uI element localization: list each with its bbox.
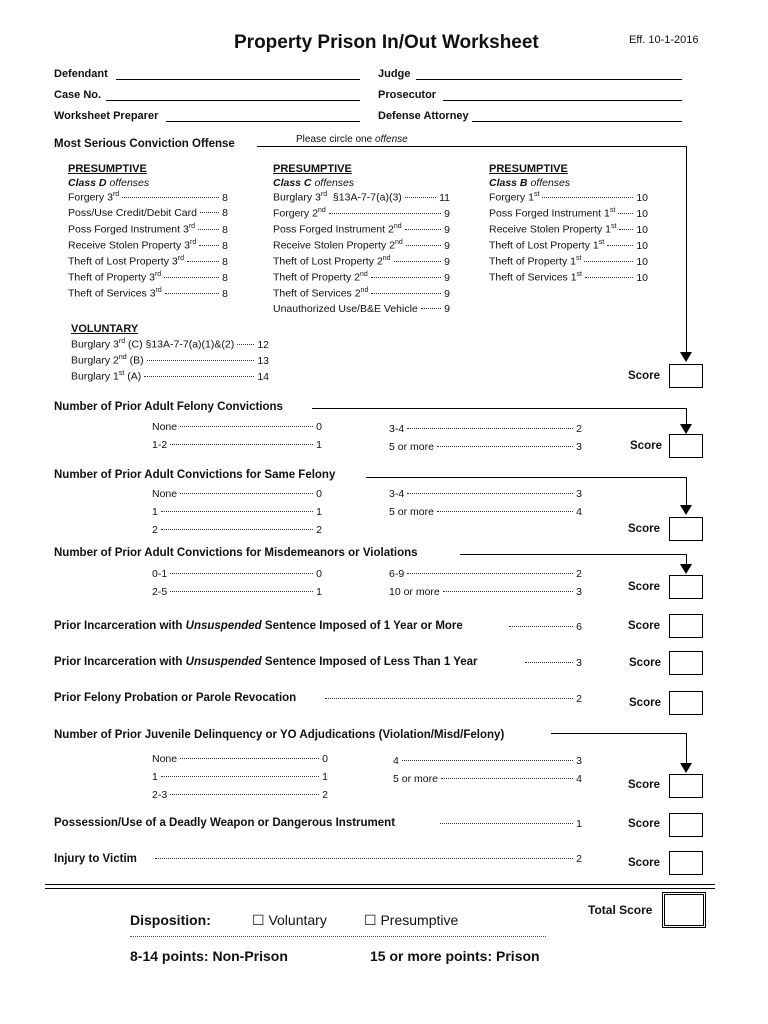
prison-range: 15 or more points: Prison — [370, 948, 540, 964]
class-d-offense-row — [68, 223, 228, 239]
same-felony-option-points: 0 — [316, 488, 322, 500]
juvenile-section-title: Number of Prior Juvenile Delinquency or YO Adjudications (Violation/Misd/Felony) — [54, 729, 505, 741]
same-felony-section-title: Number of Prior Adult Convictions for Same Felony — [54, 469, 336, 481]
felony-section-title: Number of Prior Adult Felony Convictions — [54, 401, 283, 413]
total-score-box[interactable] — [662, 892, 706, 928]
juvenile-option-name: 4 — [393, 755, 399, 767]
class-b-offense-points: 10 — [636, 223, 648, 236]
offense-connector — [257, 146, 686, 147]
juvenile-connector — [551, 733, 686, 734]
felony-connector — [312, 408, 686, 409]
felony-option-name: None — [152, 421, 178, 433]
class-d-column — [68, 163, 228, 303]
incarc-1yr-points: 6 — [576, 621, 582, 633]
class-b-offense-name: Theft of Lost Property 1st — [489, 239, 605, 252]
felony-option-points: 3 — [576, 441, 582, 453]
judge-field[interactable] — [416, 79, 682, 80]
same-felony-option-name: 3-4 — [389, 488, 405, 500]
juvenile-right — [393, 755, 582, 791]
class-c-offense-row — [273, 239, 450, 255]
footer-rule-top — [45, 884, 715, 885]
case-no-field[interactable] — [106, 100, 360, 101]
class-c-offense-points: 9 — [444, 303, 450, 315]
class-d-offense-name: Receive Stolen Property 3rd — [68, 239, 197, 252]
juvenile-option-points: 4 — [576, 773, 582, 785]
class-c-heading: PRESUMPTIVE — [273, 163, 352, 175]
injury-score-label: Score — [628, 857, 660, 869]
class-b-column — [489, 163, 648, 287]
class-c-offense-row — [273, 207, 450, 223]
class-c-offense-name: Theft of Services 2nd — [273, 287, 369, 300]
class-c-offense-row — [273, 271, 450, 287]
class-c-offense-name: Receive Stolen Property 2nd — [273, 239, 403, 252]
voluntary-heading: VOLUNTARY — [71, 323, 139, 335]
juvenile-option-name: None — [152, 753, 178, 765]
presumptive-checkbox[interactable]: ☐ — [364, 912, 377, 928]
probation-score-box[interactable] — [669, 691, 703, 715]
class-d-sub: Class D offenses — [68, 177, 150, 189]
class-c-offense-points: 9 — [444, 239, 450, 252]
juvenile-option-row — [393, 755, 582, 773]
preparer-field[interactable] — [166, 121, 360, 122]
class-b-offense-points: 10 — [636, 207, 648, 220]
same-felony-option-name: 1 — [152, 506, 158, 518]
voluntary-offense-name: Burglary 2nd (B) — [71, 354, 144, 367]
juvenile-score-box[interactable] — [669, 774, 703, 798]
total-score-label: Total Score — [588, 903, 653, 917]
voluntary-option[interactable] — [252, 912, 327, 929]
class-c-offense-name: Forgery 2nd — [273, 207, 326, 220]
felony-option-points: 1 — [316, 439, 322, 451]
same-felony-option-row — [389, 506, 582, 524]
class-c-offense-points: 9 — [444, 271, 450, 284]
class-d-offense-row — [68, 287, 228, 303]
misdemeanor-option-name: 10 or more — [389, 586, 440, 598]
felony-option-points: 0 — [316, 421, 322, 433]
juvenile-option-name: 1 — [152, 771, 158, 783]
incarc-1yr-row — [506, 621, 582, 637]
juvenile-option-name: 5 or more — [393, 773, 438, 785]
felony-score-label: Score — [630, 440, 662, 452]
weapon-points: 1 — [576, 818, 582, 830]
class-d-offense-points: 8 — [222, 271, 228, 284]
class-d-offense-row — [68, 191, 228, 207]
presumptive-option-label: Presumptive — [380, 912, 459, 928]
same-felony-option-name: None — [152, 488, 178, 500]
class-b-offense-name: Receive Stolen Property 1st — [489, 223, 617, 236]
same-felony-option-points: 3 — [576, 488, 582, 500]
juvenile-left — [152, 753, 328, 807]
misdemeanor-score-box[interactable] — [669, 575, 703, 599]
class-b-offense-points: 10 — [636, 239, 648, 252]
class-c-offense-name: Unauthorized Use/B&E Vehicle — [273, 303, 418, 315]
juvenile-arrow-line — [686, 733, 687, 763]
juvenile-option-points: 1 — [322, 771, 328, 783]
defense-attorney-field[interactable] — [472, 121, 682, 122]
misdemeanor-option-row — [389, 586, 582, 604]
class-d-offense-points: 8 — [222, 223, 228, 236]
preparer-label: Worksheet Preparer — [54, 110, 159, 122]
incarc-1yr-score-box[interactable] — [669, 614, 703, 638]
class-c-offense-name: Burglary 3rd §13A-7-7(a)(3) — [273, 191, 402, 204]
weapon-row — [437, 818, 582, 834]
felony-option-row — [389, 423, 582, 441]
prosecutor-field[interactable] — [443, 100, 682, 101]
same-felony-option-row — [152, 488, 322, 506]
class-d-offense-name: Forgery 3rd — [68, 191, 120, 204]
offense-note-em: offense — [374, 134, 408, 145]
same-felony-option-row — [389, 488, 582, 506]
juvenile-option-row — [152, 771, 328, 789]
class-b-offense-row — [489, 255, 648, 271]
class-b-offense-row — [489, 271, 648, 287]
misdemeanor-left — [152, 568, 322, 604]
felony-option-row — [152, 421, 322, 439]
voluntary-offense-name: Burglary 1st (A) — [71, 370, 142, 383]
misdemeanor-score-label: Score — [628, 581, 660, 593]
class-c-offense-name: Theft of Lost Property 2nd — [273, 255, 391, 268]
same-felony-score-box[interactable] — [669, 517, 703, 541]
voluntary-offense-row — [71, 354, 269, 370]
voluntary-column — [71, 323, 269, 386]
class-d-offense-points: 8 — [222, 207, 228, 219]
page-title: Property Prison In/Out Worksheet — [234, 32, 539, 53]
offense-note — [296, 134, 408, 145]
juvenile-option-points: 2 — [322, 789, 328, 801]
misdemeanor-option-name: 6-9 — [389, 568, 405, 580]
class-d-heading: PRESUMPTIVE — [68, 163, 147, 175]
class-d-offense-row — [68, 239, 228, 255]
offense-score-box[interactable] — [669, 364, 703, 388]
offense-note-text: Please circle one — [296, 134, 375, 145]
probation-title: Prior Felony Probation or Parole Revocation — [54, 692, 297, 704]
effective-date: Eff. 10-1-2016 — [629, 34, 699, 46]
class-c-offense-points: 9 — [444, 207, 450, 220]
same-felony-score-label: Score — [628, 523, 660, 535]
class-d-offense-points: 8 — [222, 255, 228, 268]
class-d-offense-name: Theft of Property 3rd — [68, 271, 162, 284]
class-c-offense-points: 9 — [444, 255, 450, 268]
class-b-offense-name: Theft of Services 1st — [489, 271, 582, 284]
presumptive-option[interactable] — [364, 912, 458, 929]
class-c-offense-row — [273, 303, 450, 319]
incarc-lt1-row — [522, 657, 582, 673]
same-felony-arrow-head — [680, 505, 692, 515]
same-felony-arrow-line — [686, 477, 687, 505]
incarc-lt1-score-box[interactable] — [669, 651, 703, 675]
class-b-offense-points: 10 — [636, 255, 648, 268]
class-d-offense-name: Theft of Lost Property 3rd — [68, 255, 184, 268]
juvenile-option-name: 2-3 — [152, 789, 168, 801]
weapon-score-label: Score — [628, 818, 660, 830]
class-b-offense-row — [489, 207, 648, 223]
offense-arrow-line — [686, 146, 687, 352]
juvenile-option-row — [393, 773, 582, 791]
felony-arrow-line — [686, 408, 687, 424]
juvenile-option-row — [152, 789, 328, 807]
class-b-offense-points: 10 — [636, 271, 648, 284]
felony-option-name: 3-4 — [389, 423, 405, 435]
juvenile-score-label: Score — [628, 779, 660, 791]
class-c-column — [273, 163, 450, 319]
defendant-label: Defendant — [54, 68, 108, 80]
prosecutor-label: Prosecutor — [378, 89, 437, 101]
injury-row — [152, 853, 582, 869]
offense-section-title: Most Serious Conviction Offense — [54, 138, 235, 150]
voluntary-offense-name: Burglary 3rd (C) §13A-7-7(a)(1)&(2) — [71, 338, 235, 351]
class-c-offense-points: 9 — [444, 287, 450, 300]
incarc-lt1-title: Prior Incarceration with Unsuspended Sentence Imposed of Less Than 1 Year — [54, 656, 478, 668]
weapon-score-box[interactable] — [669, 813, 703, 837]
voluntary-offense-points: 12 — [257, 338, 269, 351]
footer-rule-bottom — [45, 888, 715, 889]
misdemeanor-option-row — [389, 568, 582, 586]
misdemeanor-right — [389, 568, 582, 604]
same-felony-right — [389, 488, 582, 524]
felony-option-row — [389, 441, 582, 459]
misdemeanor-option-points: 0 — [316, 568, 322, 580]
class-c-sub: Class C offenses — [273, 177, 355, 189]
class-c-offense-row — [273, 287, 450, 303]
class-d-offense-name: Poss/Use Credit/Debit Card — [68, 207, 197, 219]
judge-label: Judge — [378, 68, 411, 80]
same-felony-option-row — [152, 506, 322, 524]
misdemeanor-arrow-line — [686, 554, 687, 564]
incarc-1yr-title: Prior Incarceration with Unsuspended Sentence Imposed of 1 Year or More — [54, 620, 463, 632]
injury-score-box[interactable] — [669, 851, 703, 875]
class-c-offense-row — [273, 223, 450, 239]
class-d-offense-points: 8 — [222, 287, 228, 300]
misdemeanor-option-name: 2-5 — [152, 586, 168, 598]
disposition-underline — [130, 936, 546, 937]
class-c-offense-name: Theft of Property 2nd — [273, 271, 368, 284]
felony-left — [152, 421, 322, 457]
voluntary-offense-row — [71, 338, 269, 354]
class-d-offense-name: Poss Forged Instrument 3rd — [68, 223, 196, 236]
probation-row — [322, 693, 582, 709]
voluntary-offense-points: 14 — [257, 370, 269, 383]
class-c-offense-row — [273, 255, 450, 271]
non-prison-range: 8-14 points: Non-Prison — [130, 948, 288, 964]
felony-right — [389, 423, 582, 459]
juvenile-option-row — [152, 753, 328, 771]
injury-title: Injury to Victim — [54, 853, 137, 865]
misdemeanor-option-points: 1 — [316, 586, 322, 598]
disposition-label: Disposition: — [130, 912, 211, 928]
class-d-offense-name: Theft of Services 3rd — [68, 287, 162, 300]
class-c-offense-name: Poss Forged Instrument 2nd — [273, 223, 402, 236]
juvenile-option-points: 0 — [322, 753, 328, 765]
class-b-offense-name: Forgery 1st — [489, 191, 540, 204]
class-b-sub: Class B offenses — [489, 177, 571, 189]
same-felony-option-points: 1 — [316, 506, 322, 518]
felony-option-row — [152, 439, 322, 457]
weapon-title: Possession/Use of a Deadly Weapon or Dangerous Instrument — [54, 817, 396, 829]
juvenile-option-points: 3 — [576, 755, 582, 767]
defense-attorney-label: Defense Attorney — [378, 110, 469, 122]
same-felony-option-points: 4 — [576, 506, 582, 518]
misdemeanor-option-points: 2 — [576, 568, 582, 580]
voluntary-checkbox[interactable]: ☐ — [252, 912, 265, 928]
class-b-offense-row — [489, 191, 648, 207]
class-b-heading: PRESUMPTIVE — [489, 163, 568, 175]
class-d-offense-row — [68, 255, 228, 271]
class-b-offense-name: Poss Forged Instrument 1st — [489, 207, 616, 220]
class-d-offense-row — [68, 271, 228, 287]
class-b-offense-row — [489, 223, 648, 239]
class-b-offense-name: Theft of Property 1st — [489, 255, 582, 268]
same-felony-option-name: 5 or more — [389, 506, 434, 518]
incarc-1yr-score-label: Score — [628, 620, 660, 632]
misdemeanor-option-name: 0-1 — [152, 568, 168, 580]
probation-points: 2 — [576, 693, 582, 705]
same-felony-left — [152, 488, 322, 542]
class-d-offense-points: 8 — [222, 191, 228, 204]
class-c-offense-points: 9 — [444, 223, 450, 236]
felony-option-name: 5 or more — [389, 441, 434, 453]
misdemeanor-option-row — [152, 586, 322, 604]
felony-option-points: 2 — [576, 423, 582, 435]
class-c-offense-points: 11 — [439, 191, 450, 204]
offense-score-label: Score — [628, 370, 660, 382]
misdemeanor-connector — [460, 554, 686, 555]
incarc-lt1-score-label: Score — [629, 657, 661, 669]
voluntary-offense-row — [71, 370, 269, 386]
felony-score-box[interactable] — [669, 434, 703, 458]
same-felony-connector — [366, 477, 686, 478]
misdemeanor-option-row — [152, 568, 322, 586]
probation-score-label: Score — [629, 697, 661, 709]
offense-arrow-head — [680, 352, 692, 362]
class-b-offense-points: 10 — [636, 191, 648, 204]
felony-arrow-head — [680, 424, 692, 434]
injury-points: 2 — [576, 853, 582, 865]
voluntary-offense-points: 13 — [257, 354, 269, 367]
misdemeanor-arrow-head — [680, 564, 692, 574]
class-c-offense-row — [273, 191, 450, 207]
juvenile-arrow-head — [680, 763, 692, 773]
felony-option-name: 1-2 — [152, 439, 168, 451]
same-felony-option-row — [152, 524, 322, 542]
class-d-offense-row — [68, 207, 228, 223]
same-felony-option-name: 2 — [152, 524, 158, 536]
defendant-field[interactable] — [116, 79, 360, 80]
misdemeanor-section-title: Number of Prior Adult Convictions for Misdemeanors or Violations — [54, 547, 418, 559]
misdemeanor-option-points: 3 — [576, 586, 582, 598]
class-d-offense-points: 8 — [222, 239, 228, 252]
voluntary-option-label: Voluntary — [268, 912, 327, 928]
class-b-offense-row — [489, 239, 648, 255]
case-no-label: Case No. — [54, 89, 102, 101]
incarc-lt1-points: 3 — [576, 657, 582, 669]
same-felony-option-points: 2 — [316, 524, 322, 536]
